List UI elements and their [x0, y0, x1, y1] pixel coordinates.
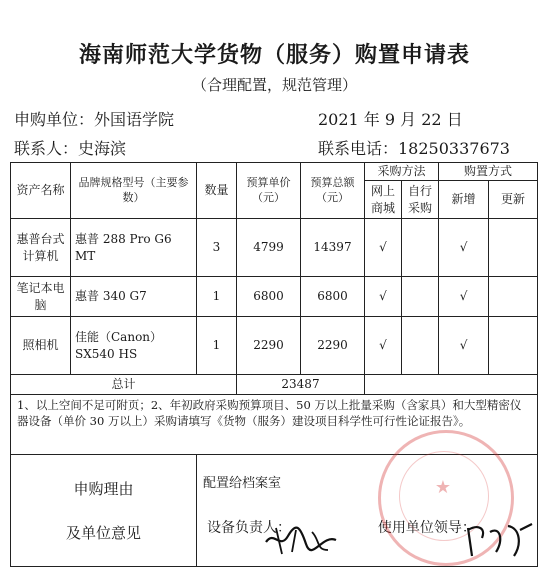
- cell-quantity: 3: [197, 219, 237, 277]
- header-update: 更新: [489, 181, 538, 219]
- contact-phone: 联系电话：18250337673: [318, 139, 510, 158]
- cell-quantity: 1: [197, 277, 237, 317]
- header-unit-price: 预算单价（元）: [237, 163, 301, 219]
- header-self-purchase: 自行采购: [402, 181, 439, 219]
- header-asset-name: 资产名称: [11, 163, 71, 219]
- unit-leader-signature: [462, 518, 536, 562]
- total-label: 总计: [11, 375, 237, 395]
- cell-unit-price: 4799: [237, 219, 301, 277]
- cell-asset-name: 惠普台式计算机: [11, 219, 71, 277]
- cell-online-mall: √: [365, 277, 402, 317]
- reason-label-cell: [11, 455, 197, 567]
- reason-text: 配置给档案室: [203, 476, 282, 491]
- cell-update: [489, 317, 538, 375]
- applicant-unit: 申购单位：外国语学院: [14, 110, 175, 129]
- header-new: 新增: [439, 181, 489, 219]
- cell-total: 2290: [301, 317, 365, 375]
- cell-unit-price: 2290: [237, 317, 301, 375]
- cell-update: [489, 219, 538, 277]
- cell-online-mall: √: [365, 219, 402, 277]
- total-row: [11, 375, 538, 395]
- header-online-mall: 网上商城: [365, 181, 402, 219]
- equipment-manager-signature: [262, 520, 342, 560]
- header-quantity: 数量: [197, 163, 237, 219]
- header-purchase-type: 购置方式: [439, 163, 538, 181]
- cell-unit-price: 6800: [237, 277, 301, 317]
- header-purchase-method: 采购方法: [365, 163, 439, 181]
- cell-update: [489, 277, 538, 317]
- table-row: [11, 317, 538, 375]
- form-title: 海南师范大学货物（服务）购置申请表: [78, 43, 470, 68]
- cell-self-purchase: [402, 277, 439, 317]
- cell-online-mall: √: [365, 317, 402, 375]
- reason-label-line2: 及单位意见: [65, 523, 141, 542]
- purchase-table: [10, 162, 538, 567]
- table-row: [11, 219, 538, 277]
- contact-person: 联系人：史海滨: [14, 139, 127, 158]
- cell-new: √: [439, 277, 489, 317]
- cell-asset-name: 照相机: [11, 317, 71, 375]
- cell-self-purchase: [402, 317, 439, 375]
- official-stamp: ★: [378, 430, 514, 566]
- cell-new: √: [439, 219, 489, 277]
- table-row: [11, 277, 538, 317]
- header-brand-model: 品牌规格型号（主要参数）: [71, 163, 197, 219]
- cell-brand-model: 惠普 340 G7: [71, 277, 197, 317]
- user-unit-leader-label: 使用单位领导：: [377, 520, 476, 536]
- cell-asset-name: 笔记本电脑: [11, 277, 71, 317]
- reason-label-line1: 申购理由: [73, 479, 134, 498]
- cell-self-purchase: [402, 219, 439, 277]
- header-total: 预算总额（元）: [301, 163, 365, 219]
- cell-brand-model: 佳能（Canon）SX540 HS: [71, 317, 197, 375]
- cell-total: 14397: [301, 219, 365, 277]
- cell-quantity: 1: [197, 317, 237, 375]
- total-value: 23487: [237, 375, 365, 395]
- notes: 1、以上空间不足可附页；2、年初政府采购预算项目、50 万以上批量采购（含家具）和大型精密仪器设备（单价 30 万以上）采购请填写《货物（服务）建设项目科学性可行性论证报告》。: [11, 395, 538, 455]
- equipment-manager-label: 设备负责人：: [207, 520, 291, 536]
- form-subtitle: （合理配置，规范管理）: [191, 76, 357, 94]
- cell-new: √: [439, 317, 489, 375]
- cell-total: 6800: [301, 277, 365, 317]
- cell-brand-model: 惠普 288 Pro G6 MT: [71, 219, 197, 277]
- application-date: 2021 年 9 月 22 日: [318, 110, 463, 129]
